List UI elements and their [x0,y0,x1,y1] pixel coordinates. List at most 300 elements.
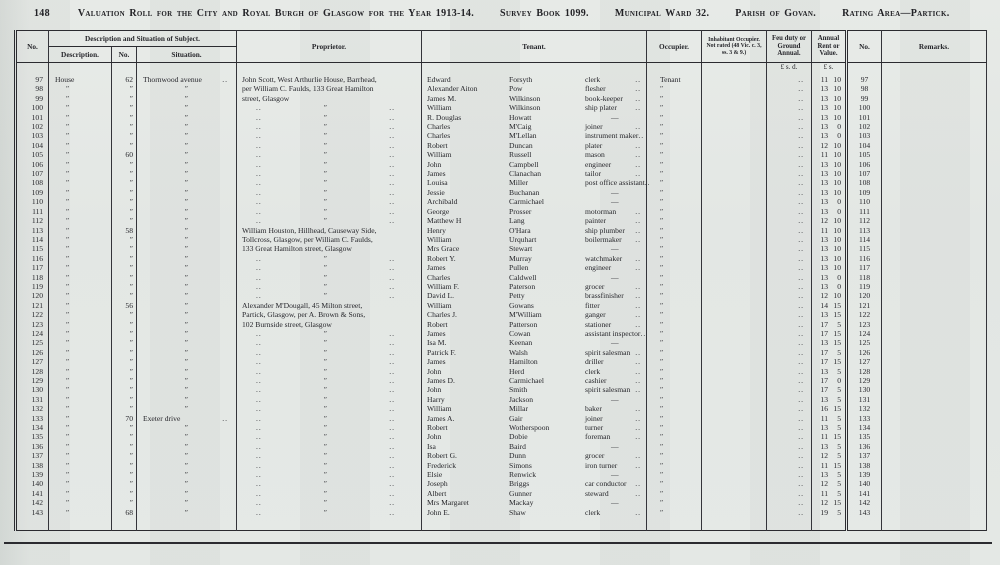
cell-proprietor: .. ″ .. [237,169,422,178]
cell-proprietor: .. ″ .. [237,263,422,272]
cell-annual-rent: 12 10 [812,216,847,225]
cell-tenant: Robert Wotherspoon turner .. [422,423,647,432]
cell-situation: ″ [137,489,237,498]
cell-annual-rent: 13 10 [812,113,847,122]
cell-situation: ″ [137,244,237,253]
cell-street-no: ″ [112,207,137,216]
cell-tenant: John Campbell engineer .. [422,160,647,169]
cell-annual-rent: 11 5 [812,489,847,498]
cell-annual-rent: 14 15 [812,301,847,310]
cell-street-no: ″ [112,348,137,357]
cell-tenant: George Prosser motorman .. [422,207,647,216]
cell-street-no: ″ [112,489,137,498]
cell-feu-duty: .. [767,122,812,131]
cell-proprietor: .. ″ .. [237,479,422,488]
cell-situation: ″ [137,461,237,470]
cell-occupier: ″ [647,160,702,169]
cell-inhabitant-occupier [702,291,767,300]
cell-feu-duty: .. [767,432,812,441]
empty-cell [702,517,767,531]
cell-feu-duty: .. [767,273,812,282]
cell-tenant: James D. Carmichael cashier .. [422,376,647,385]
cell-entry-no-right: 140 [847,479,882,488]
cell-entry-no: 140 [16,479,49,488]
cell-annual-rent: 13 0 [812,207,847,216]
cell-entry-no-right: 106 [847,160,882,169]
cell-annual-rent: 13 10 [812,178,847,187]
cell-entry-no-right: 142 [847,498,882,507]
cell-street-no: ″ [112,122,137,131]
cell-tenant: Charles M'Caig joiner .. [422,122,647,131]
col-header-inhabitant-occupier: Inhabitant Occupier. Not rated (48 Vic. c. 3, ss. 3 & 9.) [702,31,767,63]
cell-feu-duty: .. [767,451,812,460]
cell-inhabitant-occupier [702,207,767,216]
cell-situation: ″ [137,348,237,357]
cell-entry-no: 137 [16,451,49,460]
cell-inhabitant-occupier [702,367,767,376]
cell-street-no: ″ [112,103,137,112]
cell-remarks [882,461,987,470]
cell-description: ″ [49,263,112,272]
cell-feu-duty: .. [767,423,812,432]
cell-occupier: ″ [647,489,702,498]
cell-entry-no: 99 [16,94,49,103]
cell-remarks [882,75,987,84]
cell-description: ″ [49,131,112,140]
cell-description: ″ [49,178,112,187]
cell-street-no: ″ [112,320,137,329]
cell-inhabitant-occupier [702,282,767,291]
cell-occupier: ″ [647,432,702,441]
cell-street-no: ″ [112,263,137,272]
cell-inhabitant-occupier [702,94,767,103]
cell-inhabitant-occupier [702,470,767,479]
cell-occupier: ″ [647,94,702,103]
cell-proprietor: .. ″ .. [237,113,422,122]
cell-annual-rent: 13 10 [812,103,847,112]
cell-entry-no-right: 114 [847,235,882,244]
valuation-row [16,141,987,150]
valuation-row [16,385,987,394]
valuation-row [16,244,987,253]
cell-proprietor: William Houston, Hillhead, Causeway Side, [237,226,422,235]
cell-street-no: 56 [112,301,137,310]
cell-feu-duty: .. [767,141,812,150]
cell-entry-no-right: 104 [847,141,882,150]
valuation-row [16,470,987,479]
cell-feu-duty: .. [767,338,812,347]
cell-tenant: William Millar baker .. [422,404,647,413]
cell-street-no: ″ [112,479,137,488]
cell-feu-duty: .. [767,254,812,263]
cell-entry-no-right: 107 [847,169,882,178]
empty-cell [237,63,422,76]
cell-remarks [882,160,987,169]
cell-situation: ″ [137,216,237,225]
cell-street-no: 62 [112,75,137,84]
cell-occupier: ″ [647,150,702,159]
cell-feu-duty: .. [767,320,812,329]
cell-occupier: ″ [647,442,702,451]
empty-cell [847,63,882,76]
cell-proprietor: .. ″ .. [237,508,422,517]
cell-annual-rent: 13 15 [812,338,847,347]
cell-entry-no: 126 [16,348,49,357]
cell-entry-no: 114 [16,235,49,244]
cell-situation: ″ [137,131,237,140]
cell-tenant: Harry Jackson — [422,395,647,404]
cell-description: ″ [49,329,112,338]
cell-tenant: Robert G. Dunn grocer .. [422,451,647,460]
cell-street-no: ″ [112,84,137,93]
cell-inhabitant-occupier [702,451,767,460]
cell-description: ″ [49,113,112,122]
page-number: 148 [34,8,50,19]
cell-remarks [882,489,987,498]
cell-street-no: ″ [112,291,137,300]
valuation-row [16,479,987,488]
document-title: Valuation Roll for the City and Royal Burgh of Glasgow for the Year 1913-14. [77,8,475,19]
cell-entry-no-right: 134 [847,423,882,432]
cell-street-no: ″ [112,404,137,413]
cell-entry-no: 123 [16,320,49,329]
cell-situation: ″ [137,263,237,272]
cell-proprietor: .. ″ .. [237,432,422,441]
empty-cell [702,63,767,76]
valuation-row [16,310,987,319]
cell-situation: ″ [137,113,237,122]
cell-entry-no-right: 118 [847,273,882,282]
cell-inhabitant-occupier [702,197,767,206]
cell-tenant: John Herd clerk .. [422,367,647,376]
cell-tenant: Isa M. Keenan — [422,338,647,347]
cell-tenant: Charles M'Lellan instrument maker .. [422,131,647,140]
cell-entry-no: 142 [16,498,49,507]
cell-entry-no-right: 127 [847,357,882,366]
valuation-row [16,320,987,329]
cell-situation: ″ [137,197,237,206]
cell-occupier: ″ [647,216,702,225]
cell-entry-no: 131 [16,395,49,404]
cell-occupier: ″ [647,273,702,282]
cell-entry-no-right: 110 [847,197,882,206]
cell-proprietor: .. ″ .. [237,348,422,357]
col-header-situation: Situation. [137,47,237,63]
cell-occupier: ″ [647,207,702,216]
cell-entry-no: 122 [16,310,49,319]
cell-proprietor: .. ″ .. [237,367,422,376]
valuation-row [16,216,987,225]
cell-street-no: ″ [112,423,137,432]
cell-inhabitant-occupier [702,338,767,347]
cell-street-no: ″ [112,498,137,507]
cell-tenant: Albert Gunner steward .. [422,489,647,498]
table-header [16,31,987,63]
cell-remarks [882,376,987,385]
cell-description: ″ [49,423,112,432]
cell-proprietor: .. ″ .. [237,395,422,404]
cell-situation: ″ [137,207,237,216]
cell-proprietor: .. ″ .. [237,131,422,140]
cell-street-no: ″ [112,395,137,404]
cell-annual-rent: 13 0 [812,197,847,206]
cell-feu-duty: .. [767,94,812,103]
cell-annual-rent: 11 15 [812,461,847,470]
cell-annual-rent: 17 5 [812,348,847,357]
cell-entry-no-right: 109 [847,188,882,197]
cell-proprietor: .. ″ .. [237,291,422,300]
cell-entry-no: 109 [16,188,49,197]
cell-occupier: ″ [647,376,702,385]
cell-feu-duty: .. [767,357,812,366]
cell-tenant: Edward Forsyth clerk .. [422,75,647,84]
cell-proprietor: .. ″ .. [237,103,422,112]
cell-annual-rent: 13 0 [812,131,847,140]
cell-remarks [882,414,987,423]
cell-entry-no-right: 113 [847,226,882,235]
cell-description: ″ [49,461,112,470]
cell-entry-no: 124 [16,329,49,338]
cell-tenant: Robert Patterson stationer .. [422,320,647,329]
valuation-row [16,404,987,413]
cell-occupier: ″ [647,385,702,394]
cell-annual-rent: 12 10 [812,291,847,300]
cell-occupier: ″ [647,508,702,517]
valuation-row [16,498,987,507]
cell-feu-duty: .. [767,348,812,357]
cell-occupier: Tenant [647,75,702,84]
cell-tenant: James Cowan assistant inspector .. [422,329,647,338]
cell-entry-no: 138 [16,461,49,470]
cell-remarks [882,479,987,488]
cell-tenant: Frederick Simons iron turner .. [422,461,647,470]
cell-feu-duty: .. [767,84,812,93]
cell-proprietor: .. ″ .. [237,282,422,291]
cell-street-no: ″ [112,94,137,103]
cell-annual-rent: 16 15 [812,404,847,413]
currency-units-row [16,63,987,76]
cell-occupier: ″ [647,282,702,291]
cell-feu-duty: .. [767,131,812,140]
cell-situation: ″ [137,282,237,291]
cell-situation: ″ [137,103,237,112]
cell-proprietor: .. ″ .. [237,357,422,366]
cell-tenant: Jessie Buchanan — [422,188,647,197]
cell-entry-no: 132 [16,404,49,413]
cell-remarks [882,254,987,263]
cell-proprietor: .. ″ .. [237,197,422,206]
cell-inhabitant-occupier [702,423,767,432]
cell-entry-no: 97 [16,75,49,84]
cell-feu-duty: .. [767,169,812,178]
cell-description: House [49,75,112,84]
cell-annual-rent: 13 10 [812,188,847,197]
cell-tenant: Archibald Carmichael — [422,197,647,206]
cell-feu-duty: .. [767,470,812,479]
cell-tenant: Alexander Aiton Pow flesher .. [422,84,647,93]
cell-occupier: ″ [647,310,702,319]
cell-entry-no: 134 [16,423,49,432]
cell-entry-no-right: 139 [847,470,882,479]
cell-feu-duty: .. [767,282,812,291]
rating-area-label: Rating Area—Partick. [842,8,950,19]
cell-occupier: ″ [647,197,702,206]
cell-tenant: Mrs Grace Stewart — [422,244,647,253]
cell-feu-duty: .. [767,414,812,423]
cell-occupier: ″ [647,188,702,197]
cell-tenant: Elsie Renwick — [422,470,647,479]
empty-cell [237,517,422,531]
cell-inhabitant-occupier [702,216,767,225]
cell-occupier: ″ [647,263,702,272]
cell-feu-duty: .. [767,263,812,272]
col-header-entry-no: No. [16,31,49,63]
cell-inhabitant-occupier [702,244,767,253]
cell-inhabitant-occupier [702,254,767,263]
cell-street-no: ″ [112,282,137,291]
cell-remarks [882,235,987,244]
cell-street-no: ″ [112,385,137,394]
cell-description: ″ [49,94,112,103]
valuation-row [16,282,987,291]
cell-entry-no-right: 97 [847,75,882,84]
table-body [16,63,987,531]
cell-inhabitant-occupier [702,150,767,159]
cell-occupier: ″ [647,357,702,366]
cell-annual-rent: 19 5 [812,508,847,517]
cell-remarks [882,150,987,159]
cell-street-no: ″ [112,235,137,244]
cell-feu-duty: .. [767,442,812,451]
cell-inhabitant-occupier [702,75,767,84]
cell-occupier: ″ [647,122,702,131]
cell-situation: ″ [137,423,237,432]
cell-annual-rent: 13 5 [812,367,847,376]
cell-remarks [882,301,987,310]
valuation-row [16,197,987,206]
cell-feu-duty: .. [767,479,812,488]
cell-feu-duty: .. [767,226,812,235]
cell-tenant: John Dobie foreman .. [422,432,647,441]
cell-annual-rent: 13 0 [812,122,847,131]
cell-remarks [882,367,987,376]
cell-proprietor: 102 Burnside street, Glasgow [237,320,422,329]
valuation-row [16,376,987,385]
cell-inhabitant-occupier [702,508,767,517]
cell-situation: ″ [137,442,237,451]
cell-occupier: ″ [647,226,702,235]
cell-annual-rent: 13 10 [812,160,847,169]
cell-proprietor: Partick, Glasgow, per A. Brown & Sons, [237,310,422,319]
cell-entry-no-right: 108 [847,178,882,187]
cell-feu-duty: .. [767,301,812,310]
cell-remarks [882,226,987,235]
cell-remarks [882,282,987,291]
cell-entry-no-right: 101 [847,113,882,122]
cell-entry-no-right: 120 [847,291,882,300]
valuation-row [16,226,987,235]
cell-description: ″ [49,489,112,498]
cell-entry-no-right: 122 [847,310,882,319]
cell-inhabitant-occupier [702,141,767,150]
cell-street-no: ″ [112,376,137,385]
cell-description: ″ [49,442,112,451]
cell-entry-no: 106 [16,160,49,169]
cell-inhabitant-occupier [702,122,767,131]
cell-situation: ″ [137,404,237,413]
cell-street-no: ″ [112,357,137,366]
cell-description: ″ [49,404,112,413]
cell-inhabitant-occupier [702,235,767,244]
cell-entry-no: 112 [16,216,49,225]
cell-inhabitant-occupier [702,385,767,394]
cell-proprietor: .. ″ .. [237,423,422,432]
col-header-tenant: Tenant. [422,31,647,63]
cell-annual-rent: 13 10 [812,235,847,244]
cell-tenant: James M. Wilkinson book-keeper .. [422,94,647,103]
cell-remarks [882,508,987,517]
cell-tenant: Charles J. M'William ganger .. [422,310,647,319]
cell-remarks [882,310,987,319]
cell-remarks [882,169,987,178]
cell-remarks [882,442,987,451]
cell-feu-duty: .. [767,244,812,253]
cell-proprietor: .. ″ .. [237,338,422,347]
cell-annual-rent: 12 10 [812,141,847,150]
cell-situation: Exeter drive .. [137,414,237,423]
valuation-row [16,160,987,169]
cell-situation: ″ [137,226,237,235]
cell-occupier: ″ [647,348,702,357]
cell-occupier: ″ [647,291,702,300]
cell-description: ″ [49,141,112,150]
annual-rent-units: £ s. [812,63,847,76]
valuation-row [16,131,987,140]
cell-occupier: ″ [647,498,702,507]
cell-entry-no-right: 141 [847,489,882,498]
cell-situation: ″ [137,84,237,93]
empty-cell [882,63,987,76]
cell-description: ″ [49,357,112,366]
cell-description: ″ [49,226,112,235]
cell-proprietor: .. ″ .. [237,273,422,282]
valuation-row [16,103,987,112]
cell-tenant: James Hamilton driller .. [422,357,647,366]
cell-description: ″ [49,385,112,394]
cell-tenant: William Urquhart boilermaker .. [422,235,647,244]
cell-feu-duty: .. [767,113,812,122]
cell-street-no: 58 [112,226,137,235]
valuation-row [16,150,987,159]
cell-feu-duty: .. [767,207,812,216]
cell-description: ″ [49,282,112,291]
cell-inhabitant-occupier [702,226,767,235]
cell-street-no: ″ [112,188,137,197]
cell-proprietor: .. ″ .. [237,160,422,169]
cell-entry-no: 118 [16,273,49,282]
cell-annual-rent: 13 10 [812,84,847,93]
cell-tenant: Henry O'Hara ship plumber .. [422,226,647,235]
cell-occupier: ″ [647,254,702,263]
cell-description: ″ [49,216,112,225]
cell-street-no: ″ [112,367,137,376]
cell-inhabitant-occupier [702,103,767,112]
empty-cell [812,517,847,531]
cell-annual-rent: 13 10 [812,169,847,178]
cell-inhabitant-occupier [702,357,767,366]
cell-proprietor: per William C. Faulds, 133 Great Hamilton [237,84,422,93]
cell-tenant: Mrs Margaret Mackay — [422,498,647,507]
